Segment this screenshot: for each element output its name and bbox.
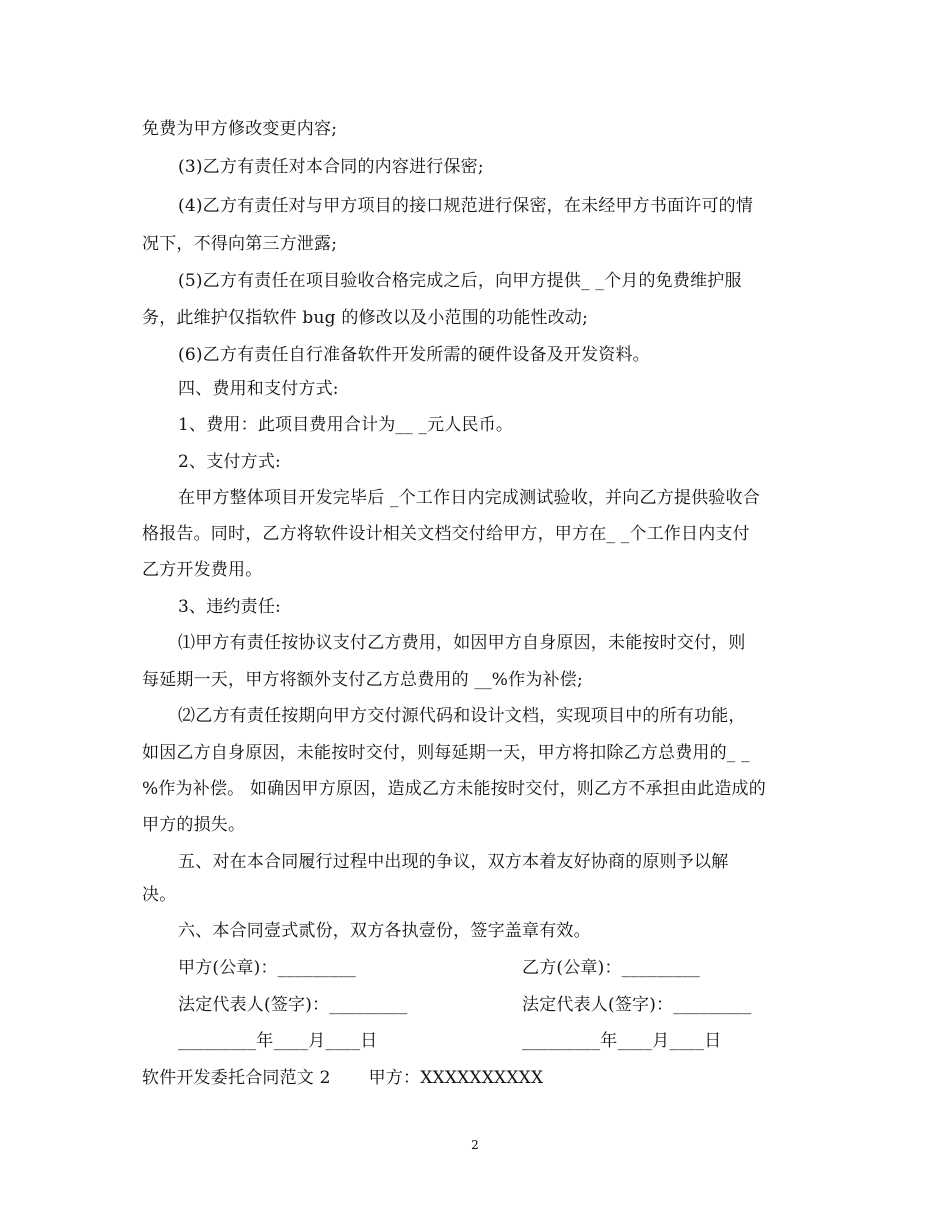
clause-3: (3)乙方有责任对本合同的内容进行保密;: [178, 157, 484, 177]
next-contract-title: 软件开发委托合同范文 2: [142, 1068, 331, 1088]
liability-heading: 3、违约责任:: [178, 597, 281, 617]
fee-item: 1、费用：此项目费用合计为__ _元人民币。: [178, 415, 514, 435]
text-line: 况下，不得向第三方泄露;: [142, 234, 338, 254]
clause-5: (5)乙方有责任在项目验收合格完成之后，向甲方提供_ _个月的免费维护服: [178, 271, 742, 291]
text-line: 如因乙方自身原因，未能按时交付，则每延期一天，甲方将扣除乙方总费用的_ _: [142, 743, 750, 763]
next-contract-header: [142, 1067, 543, 1089]
section-heading-fees: 四、费用和支付方式:: [178, 379, 339, 399]
text-line: %作为补偿。 如确因甲方原因，造成乙方未能按时交付，则乙方不承担由此造成的: [142, 779, 766, 799]
party-a-representative-field: 法定代表人(签字)：_________: [178, 995, 408, 1015]
party-a-date-field: _________年____月____日: [178, 1031, 378, 1051]
liability-clause-1: ⑴甲方有责任按协议支付乙方费用，如因甲方自身原因，未能按时交付，则: [178, 633, 746, 653]
liability-clause-2: ⑵乙方有责任按期向甲方交付源代码和设计文档，实现项目中的所有功能，: [178, 706, 746, 726]
text-line: 乙方开发费用。: [142, 560, 263, 580]
section-heading-copies: 六、本合同壹式贰份，双方各执壹份，签字盖章有效。: [178, 921, 591, 941]
party-a-seal-field: 甲方(公章)：_________: [178, 958, 356, 978]
party-b-seal-field: 乙方(公章)：_________: [522, 958, 700, 978]
page-number: 2: [471, 1138, 479, 1152]
section-heading-disputes: 五、对在本合同履行过程中出现的争议，双方本着友好协商的原则予以解: [178, 852, 729, 872]
clause-4: (4)乙方有责任对与甲方项目的接口规范进行保密，在未经甲方书面许可的情: [178, 196, 754, 216]
text-line: 格报告。同时，乙方将软件设计相关文档交付给甲方，甲方在_ _个工作日内支付: [142, 524, 750, 544]
text-line: 每延期一天，甲方将额外支付乙方总费用的 __%作为补偿;: [142, 670, 583, 690]
payment-paragraph: 在甲方整体项目开发完毕后 _个工作日内完成测试验收，并向乙方提供验收合: [178, 488, 760, 508]
text-line: 甲方的损失。: [142, 815, 246, 835]
text-line: 决。: [142, 885, 177, 905]
clause-6: (6)乙方有责任自行准备软件开发所需的硬件设备及开发资料。: [178, 345, 650, 365]
party-b-date-field: _________年____月____日: [522, 1031, 722, 1051]
text-line: 免费为甲方修改变更内容;: [142, 119, 338, 139]
party-b-representative-field: 法定代表人(签字)：_________: [522, 995, 752, 1015]
payment-method-heading: 2、支付方式:: [178, 452, 281, 472]
text-line: 务，此维护仅指软件 bug 的修改以及小范围的功能性改动;: [142, 308, 589, 328]
next-contract-party-a: 甲方：XXXXXXXXXX: [368, 1068, 544, 1088]
